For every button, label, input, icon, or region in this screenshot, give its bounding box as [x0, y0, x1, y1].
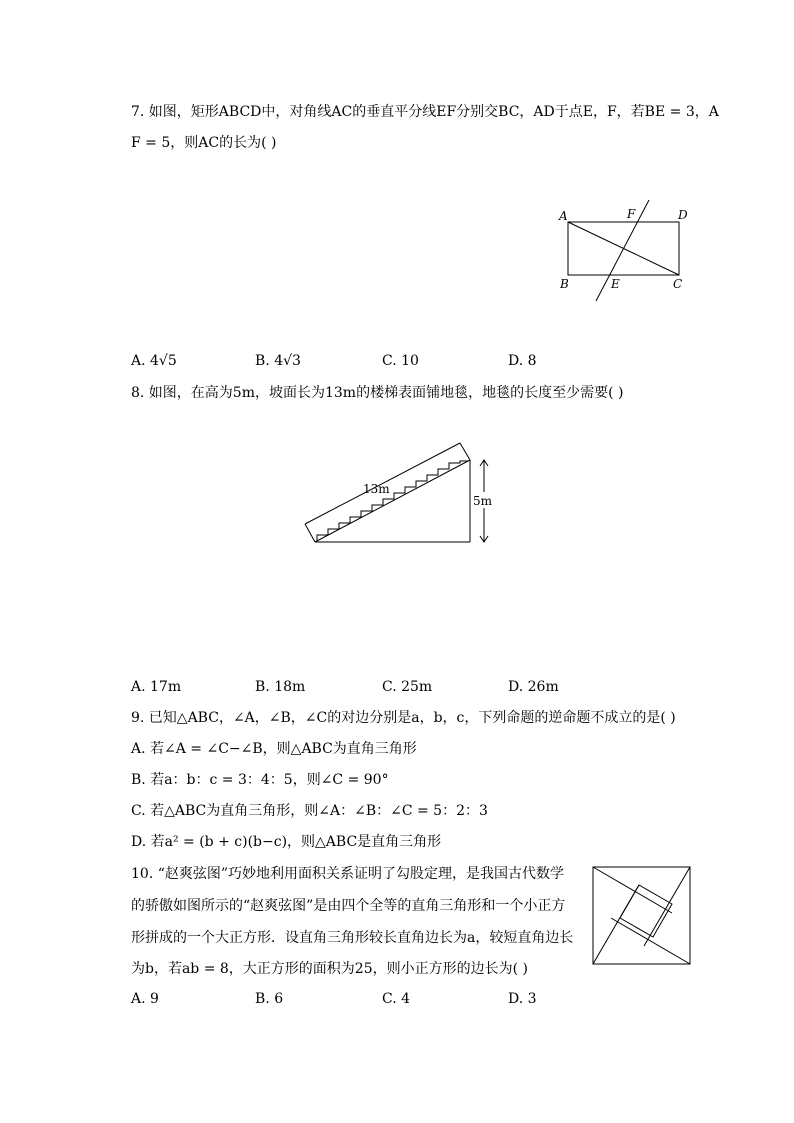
q10-option-a: A. 9 [131, 991, 159, 1007]
height-label: 5m [473, 494, 493, 508]
q7-stem-line1: 7. 如图，矩形ABCD中，对角线AC的垂直平分线EF分别交BC，AD于点E，F，若BE = 3，A [131, 104, 719, 120]
q10-stem-line4: 为b，若ab = 8，大正方形的面积为25，则小正方形的边长为( ) [131, 961, 528, 977]
q8-option-a: A. 17m [131, 679, 182, 695]
q10-stem-line3: 形拼成的一个大正方形．设直角三角形较长直角边长为a，较短直角边长 [131, 930, 574, 946]
triangle-edge-3 [611, 918, 690, 964]
label-c: C [673, 277, 683, 291]
q8-option-d: D. 26m [508, 679, 559, 695]
q7-rectangle-figure [555, 198, 695, 308]
triangle-edge-2 [644, 867, 690, 946]
label-f: F [627, 207, 636, 221]
q7-option-d: D. 8 [508, 353, 537, 369]
q10-option-b: B. 6 [255, 991, 284, 1007]
q10-stem-line1: 10. “赵爽弦图”巧妙地利用面积关系证明了勾股定理，是我国古代数学 [131, 866, 565, 882]
q8-option-b: B. 18m [255, 679, 306, 695]
q7-option-a: A. 4√5 [131, 353, 177, 369]
slope-label: 13m [363, 482, 390, 496]
slope-line [315, 460, 470, 542]
q8-stem: 8. 如图，在高为5m，坡面长为13m的楼梯表面铺地毯，地毯的长度至少需要( ) [131, 385, 624, 401]
outer-square [593, 867, 690, 964]
label-b: B [560, 277, 569, 291]
q10-options [131, 989, 691, 1009]
q7-option-c: C. 10 [382, 353, 419, 369]
q10-stem-line2: 的骄傲如图所示的“赵爽弦图”是由四个全等的直角三角形和一个小正方 [131, 898, 566, 914]
q8-option-c: C. 25m [382, 679, 433, 695]
label-e: E [611, 277, 620, 291]
label-a: A [559, 209, 568, 223]
q9-choice-c: C. 若△ABC为直角三角形，则∠A：∠B：∠C = 5：2：3 [131, 803, 488, 819]
q7-stem-line2: F = 5，则AC的长为( ) [131, 135, 277, 151]
q9-stem: 9. 已知△ABC，∠A，∠B，∠C的对边分别是a，b，c，下列命题的逆命题不成立的是( ) [131, 710, 676, 726]
q9-choice-b: B. 若a：b：c = 3：4：5，则∠C = 90° [131, 772, 389, 788]
slope-tick-right [460, 443, 470, 460]
q7-options [131, 351, 691, 371]
q10-zhaoshuang-figure [592, 866, 692, 966]
triangle-edge-1 [593, 867, 672, 913]
q10-option-c: C. 4 [382, 991, 411, 1007]
slope-tick-left [305, 524, 315, 542]
q8-stairs-figure [300, 440, 500, 550]
q8-options [131, 677, 691, 697]
label-d: D [678, 208, 688, 222]
q9-choice-d: D. 若a² = (b + c)(b−c)，则△ABC是直角三角形 [131, 834, 442, 850]
line-ef [596, 200, 649, 301]
q10-option-d: D. 3 [508, 991, 537, 1007]
q7-option-b: B. 4√3 [255, 353, 301, 369]
q9-choice-a: A. 若∠A = ∠C−∠B，则△ABC为直角三角形 [131, 741, 417, 757]
